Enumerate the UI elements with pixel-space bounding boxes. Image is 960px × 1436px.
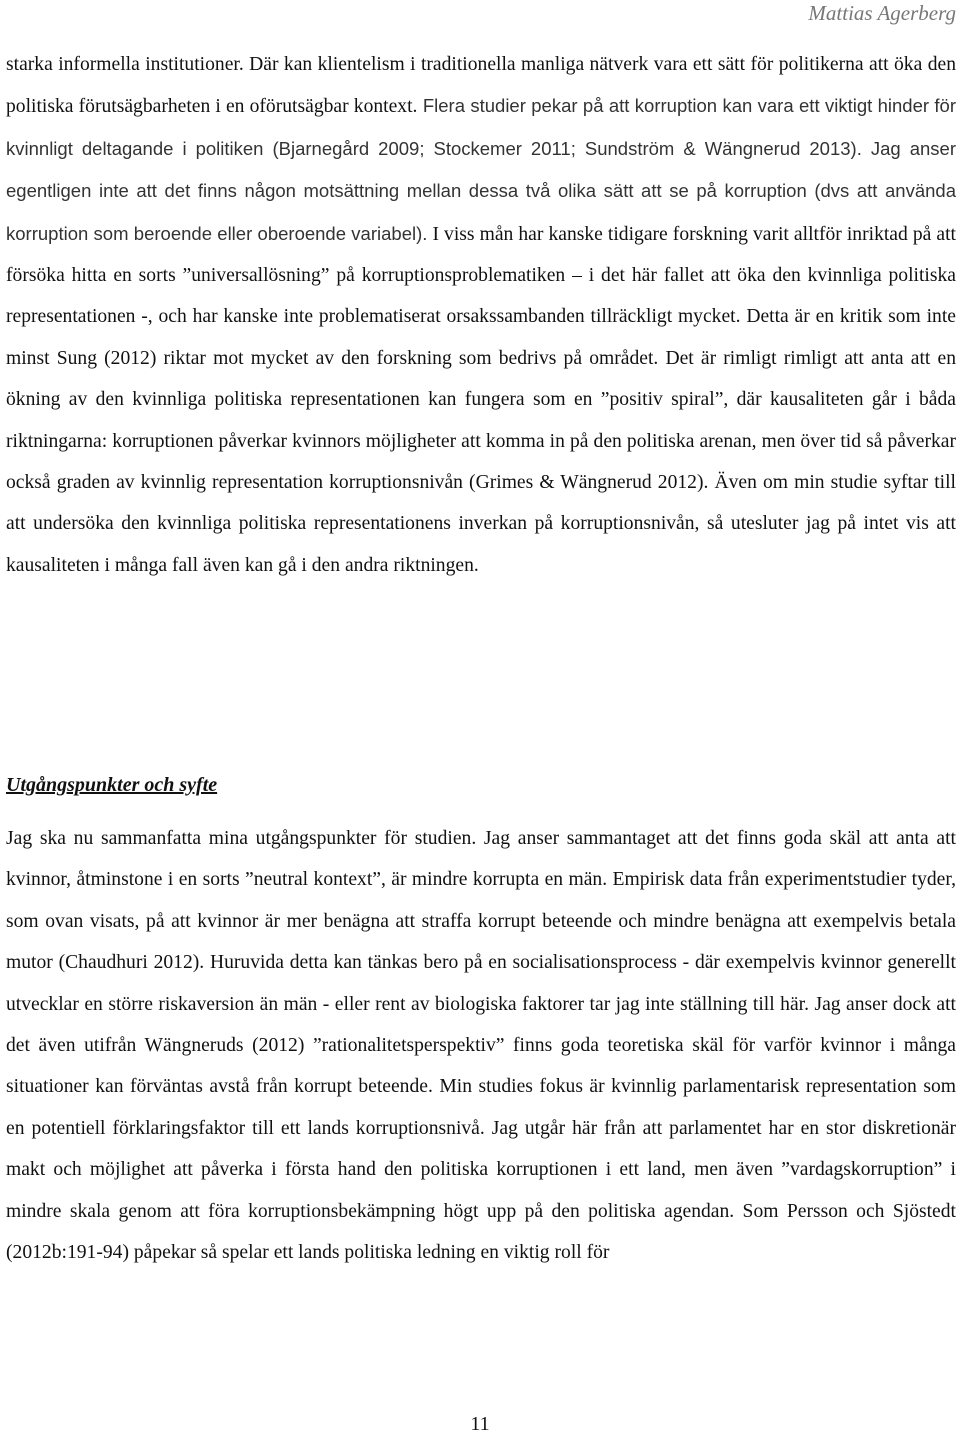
running-header-author: Mattias Agerberg — [808, 1, 956, 25]
section-heading: Utgångspunkter och syfte — [6, 774, 218, 796]
page-number: 11 — [470, 1413, 490, 1435]
paragraph-1-segment-serif: starka informella institutioner. Där kan klientelism i traditionella manliga nätverk vara ett sätt för politikerna att öka den politiska förutsägbarheten i en oförutsägbar kontext. — [6, 54, 956, 118]
body-paragraph-1 — [6, 44, 956, 586]
paragraph-1-segment-sans: Flera studier pekar på att korruption kan vara ett viktigt hinder för kvinnligt deltagande i politiken (Bjarnegård 2009; Stockemer 2011; Sundström & Wängnerud 2013). Jag anser egentligen inte att det finns någon motsättning mellan dessa två olika sätt att se på korruption (dvs att använda korruption som beroende eller oberoende variabel). — [6, 95, 957, 244]
body-paragraph-2: Jag ska nu sammanfatta mina utgångspunkter för studien. Jag anser sammantaget att det finns goda skäl att anta att kvinnor, åtminstone i en sorts ”neutral kontext”, är mindre korrupta en män. Empirisk data från experimentstudier tyder, som ovan visats, på att kvinnor är mer benägna att straffa korrupt beteende och mindre benägna att exempelvis betala mutor (Chaudhuri 2012). Huruvida detta kan tänkas bero på en socialisationsprocess - där exempelvis kvinnor generellt utvecklar en större riskaversion än män - eller rent av biologiska faktorer tar jag inte ställning till här. Jag anser dock att det även utifrån Wängneruds (2012) ”rationalitetsperspektiv” finns goda teoretiska skäl för varför kvinnor i många situationer kan förväntas avstå från korrupt beteende. Min studies fokus är kvinnlig parlamentarisk representation som en potentiell förklaringsfaktor till ett lands korruptionsnivå. Jag utgår här från att parlamentet har en stor diskretionär makt och möjlighet att påverka i första hand den politiska korruptionen i ett land, men även ”vardagskorruption” i mindre skala genom att föra korruptionsbekämpning högt upp på den politiska agendan. Som Persson och Sjöstedt (2012b:191-94) påpekar så spelar ett lands politiska ledning en viktig roll för — [6, 828, 956, 1264]
paragraph-1-segment-serif-continued: I viss mån har kanske tidigare forskning varit alltför inriktad på att försöka hitta en sorts ”universallösning” på korruptionsproblematiken – i det här fallet att öka den kvinnliga politiska representationen -, och har kanske inte problematiserat orsakssambanden tillräckligt mycket. Detta är en kritik som inte minst Sung (2012) riktar mot mycket av den forskning som bedrivs på området. Det är rimligt rimligt att anta att en ökning av den kvinnliga politiska representationen kan fungera som en ”positiv spiral”, där kausaliteten går i båda riktningarna: korruptionen påverkar kvinnors möjligheter att komma in på den politiska arenan, men över tid så påverkar också graden av kvinnlig representation korruptionsnivån (Grimes & Wängnerud 2012). Även om min studie syftar till att undersöka den kvinnliga politiska representationens inverkan på korruptionsnivån, så utesluter jag på intet vis att kausaliteten i många fall även kan gå i den andra riktningen. — [6, 223, 956, 576]
